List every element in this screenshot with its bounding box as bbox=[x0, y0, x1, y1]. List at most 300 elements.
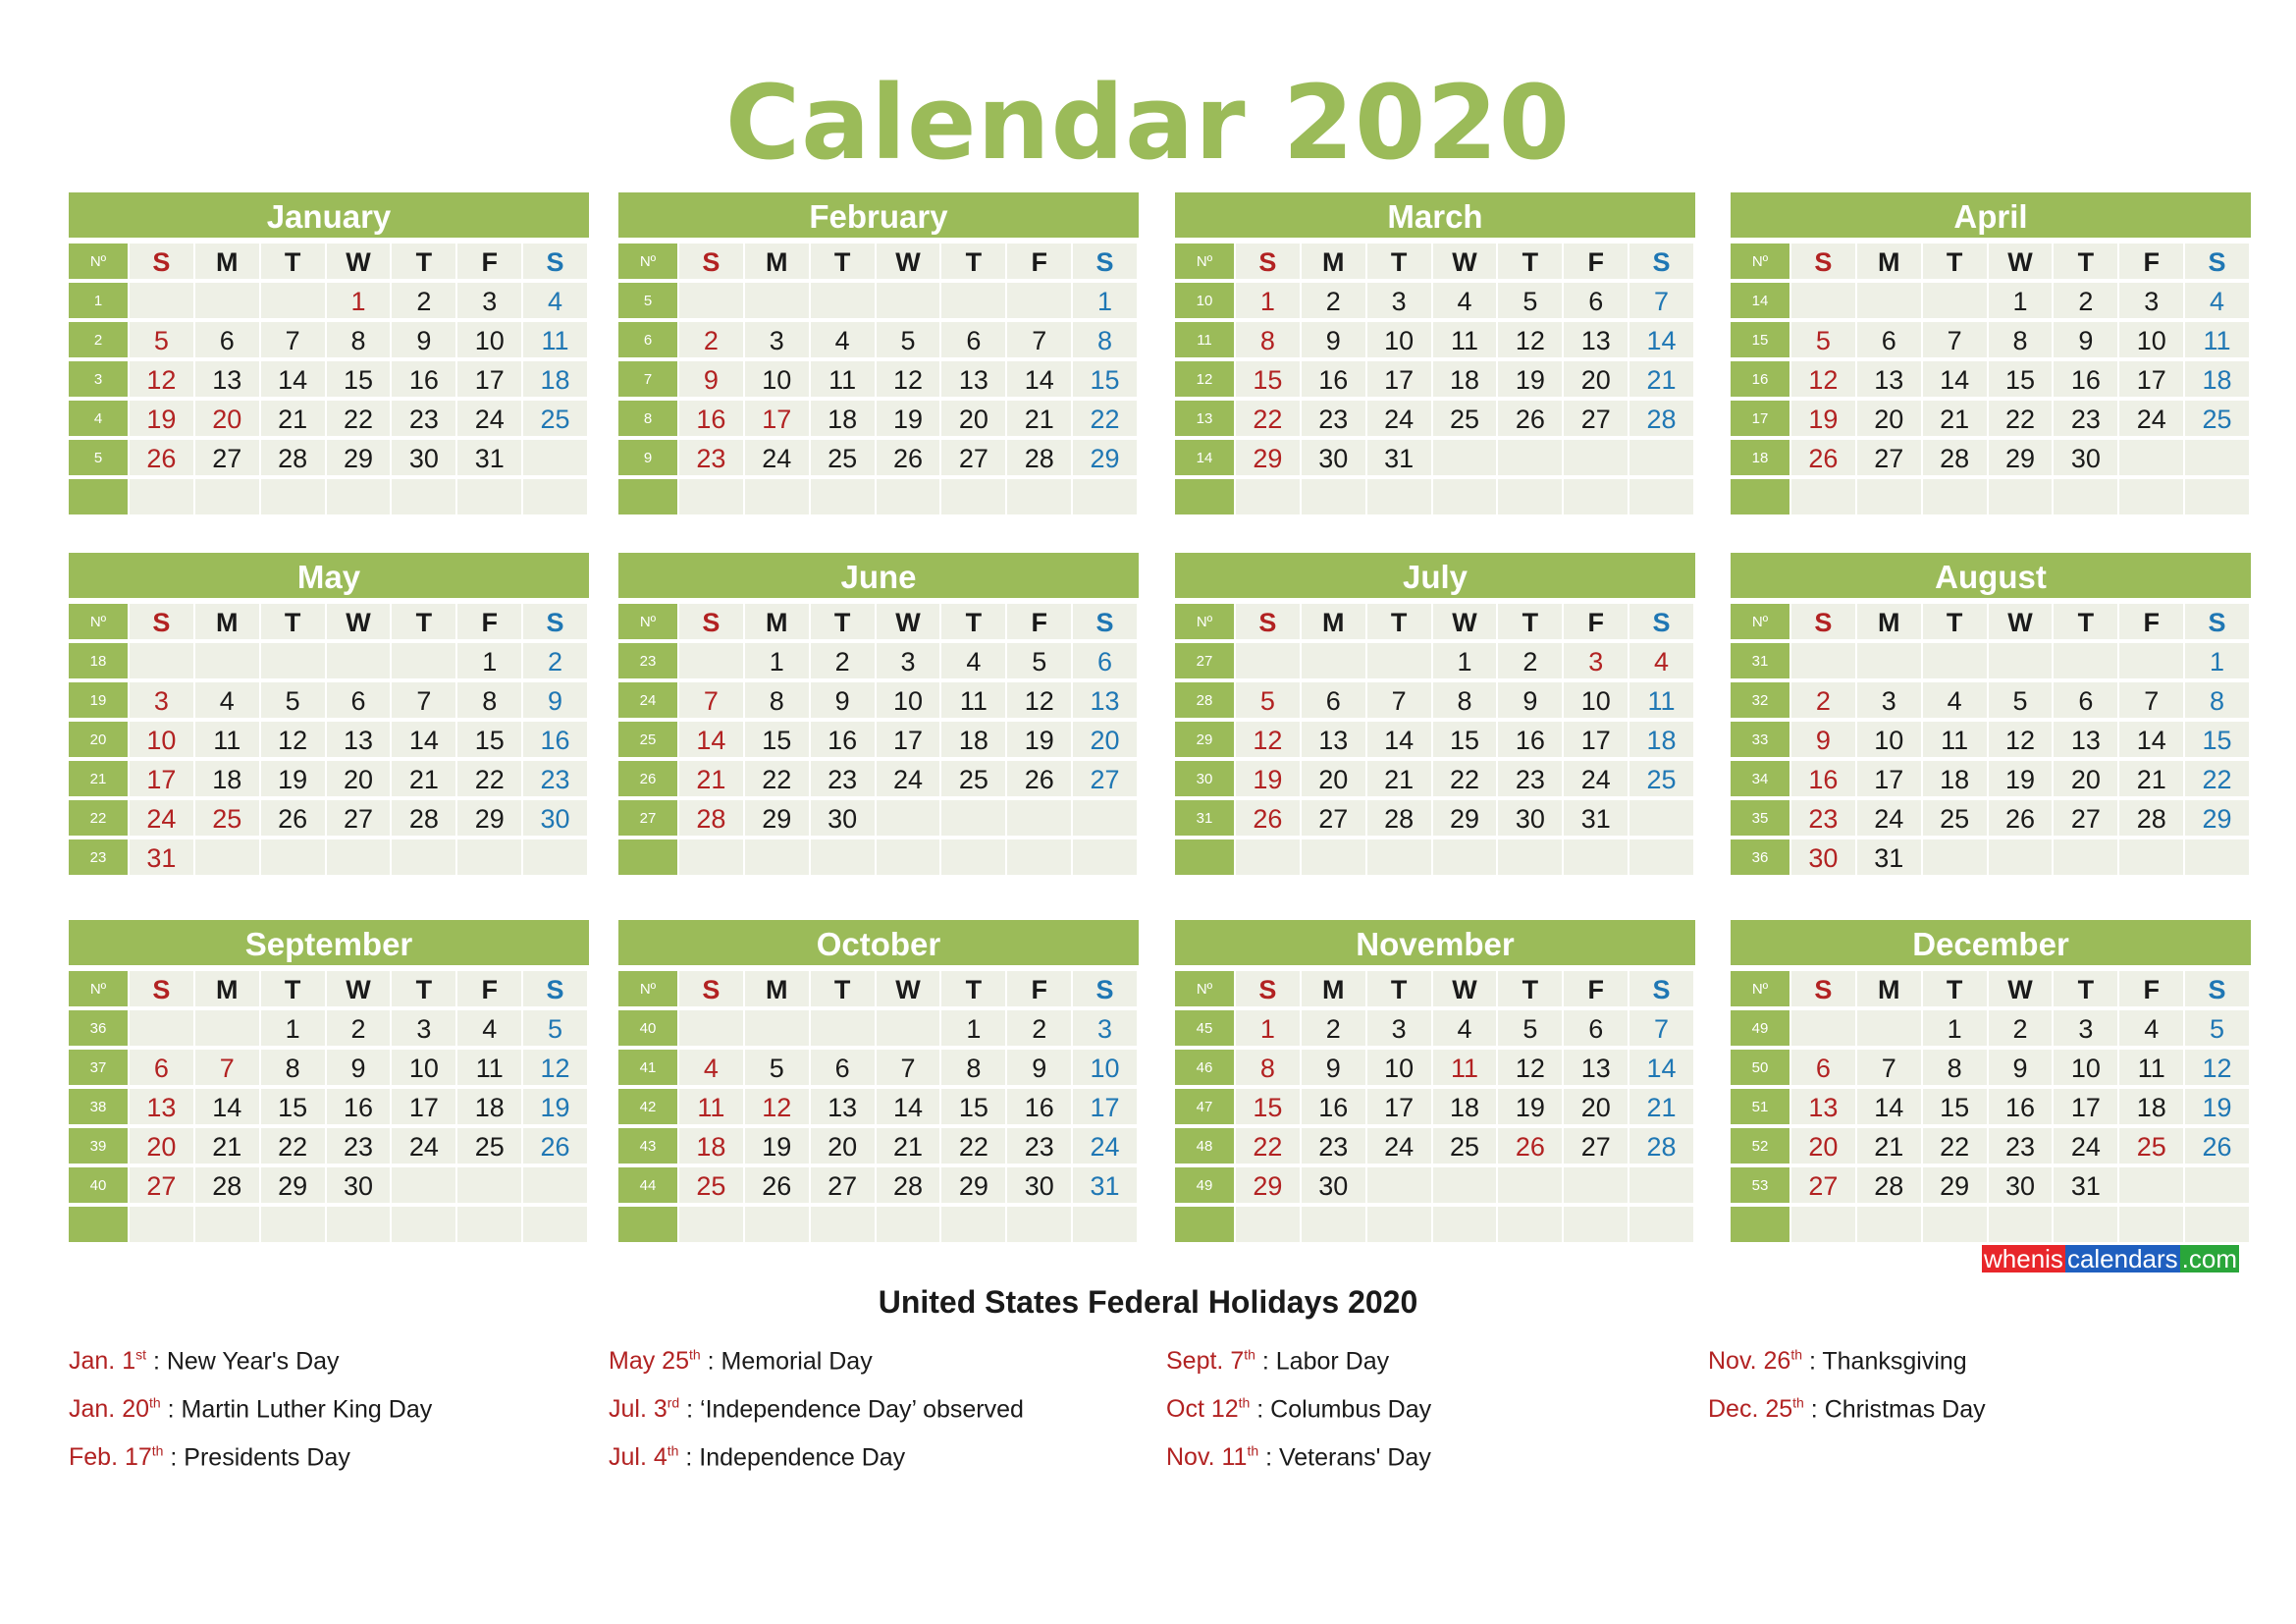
day-cell: 17 bbox=[745, 401, 809, 436]
day-cell: 15 bbox=[2185, 722, 2249, 757]
holiday-column bbox=[1708, 1340, 2218, 1436]
empty-day-cell bbox=[1236, 839, 1300, 875]
empty-day-cell bbox=[2054, 839, 2117, 875]
holiday-item bbox=[69, 1340, 579, 1388]
week-number: 18 bbox=[69, 643, 128, 678]
week-number bbox=[1175, 479, 1234, 514]
day-cell: 14 bbox=[1629, 1050, 1693, 1085]
empty-day-cell bbox=[1564, 839, 1628, 875]
empty-day-cell bbox=[1564, 440, 1628, 475]
weekday-header: M bbox=[745, 971, 809, 1006]
day-cell: 21 bbox=[1367, 761, 1431, 796]
empty-day-cell bbox=[1857, 283, 1921, 318]
week-number: 8 bbox=[618, 401, 677, 436]
day-cell: 5 bbox=[745, 1050, 809, 1085]
day-cell: 15 bbox=[1236, 1089, 1300, 1124]
day-cell: 10 bbox=[1073, 1050, 1137, 1085]
day-cell: 12 bbox=[745, 1089, 809, 1124]
day-cell: 3 bbox=[130, 682, 193, 718]
day-cell: 22 bbox=[1923, 1128, 1987, 1164]
day-cell: 21 bbox=[1629, 1089, 1693, 1124]
day-cell: 30 bbox=[1302, 440, 1365, 475]
holiday-item bbox=[609, 1340, 1119, 1388]
weekday-header: T bbox=[2054, 604, 2117, 639]
week-number: 27 bbox=[618, 800, 677, 836]
empty-day-cell bbox=[1433, 839, 1497, 875]
week-number bbox=[1731, 479, 1789, 514]
day-cell: 3 bbox=[745, 322, 809, 357]
week-number bbox=[618, 479, 677, 514]
holiday-name: : Labor Day bbox=[1255, 1347, 1390, 1376]
day-cell: 29 bbox=[1073, 440, 1137, 475]
empty-day-cell bbox=[130, 643, 193, 678]
month-april bbox=[1731, 192, 2251, 518]
empty-day-cell bbox=[2119, 1207, 2183, 1242]
week-number: 31 bbox=[1731, 643, 1789, 678]
day-cell: 2 bbox=[2054, 283, 2117, 318]
week-number-header: Nº bbox=[69, 244, 128, 279]
day-cell: 20 bbox=[811, 1128, 875, 1164]
empty-day-cell bbox=[877, 283, 940, 318]
day-cell: 9 bbox=[1007, 1050, 1071, 1085]
day-cell: 24 bbox=[1857, 800, 1921, 836]
day-cell: 26 bbox=[523, 1128, 587, 1164]
holiday-column bbox=[69, 1340, 579, 1485]
day-cell: 29 bbox=[745, 800, 809, 836]
day-cell: 22 bbox=[1989, 401, 2053, 436]
day-cell: 3 bbox=[1367, 1010, 1431, 1046]
weekday-header: T bbox=[2054, 971, 2117, 1006]
holiday-name: : Presidents Day bbox=[163, 1443, 350, 1472]
day-cell: 2 bbox=[1007, 1010, 1071, 1046]
holiday-item bbox=[1166, 1340, 1677, 1388]
empty-day-cell bbox=[2185, 479, 2249, 514]
day-cell: 10 bbox=[877, 682, 940, 718]
empty-day-cell bbox=[523, 479, 587, 514]
day-cell: 13 bbox=[1302, 722, 1365, 757]
empty-day-cell bbox=[1007, 839, 1071, 875]
day-cell: 10 bbox=[2119, 322, 2183, 357]
day-cell: 31 bbox=[1073, 1167, 1137, 1203]
day-cell: 8 bbox=[327, 322, 391, 357]
day-cell: 7 bbox=[1857, 1050, 1921, 1085]
week-number bbox=[618, 1207, 677, 1242]
day-cell: 13 bbox=[1791, 1089, 1855, 1124]
empty-day-cell bbox=[392, 1207, 455, 1242]
day-cell: 29 bbox=[941, 1167, 1005, 1203]
day-cell: 27 bbox=[1791, 1167, 1855, 1203]
day-cell: 18 bbox=[2119, 1089, 2183, 1124]
empty-day-cell bbox=[2185, 440, 2249, 475]
day-cell: 27 bbox=[1302, 800, 1365, 836]
empty-day-cell bbox=[877, 1010, 940, 1046]
holiday-date: Oct 12th bbox=[1166, 1395, 1251, 1424]
day-cell: 20 bbox=[327, 761, 391, 796]
day-cell: 5 bbox=[1007, 643, 1071, 678]
empty-day-cell bbox=[1073, 800, 1137, 836]
empty-day-cell bbox=[745, 1207, 809, 1242]
week-number: 26 bbox=[618, 761, 677, 796]
day-cell: 9 bbox=[2054, 322, 2117, 357]
day-cell: 23 bbox=[523, 761, 587, 796]
day-cell: 29 bbox=[1989, 440, 2053, 475]
day-cell: 10 bbox=[1367, 322, 1431, 357]
day-cell: 22 bbox=[745, 761, 809, 796]
day-cell: 22 bbox=[1073, 401, 1137, 436]
day-cell: 17 bbox=[1857, 761, 1921, 796]
day-cell: 22 bbox=[1236, 401, 1300, 436]
empty-day-cell bbox=[877, 1207, 940, 1242]
week-number: 37 bbox=[69, 1050, 128, 1085]
empty-day-cell bbox=[2119, 479, 2183, 514]
day-cell: 25 bbox=[811, 440, 875, 475]
day-cell: 12 bbox=[1989, 722, 2053, 757]
day-cell: 3 bbox=[1367, 283, 1431, 318]
weekday-header: F bbox=[457, 971, 521, 1006]
empty-day-cell bbox=[1923, 1207, 1987, 1242]
week-number-header: Nº bbox=[1175, 244, 1234, 279]
weekday-header: M bbox=[1302, 971, 1365, 1006]
week-number: 10 bbox=[1175, 283, 1234, 318]
day-cell: 24 bbox=[2119, 401, 2183, 436]
weekday-header: W bbox=[327, 604, 391, 639]
week-number: 34 bbox=[1731, 761, 1789, 796]
day-cell: 1 bbox=[1989, 283, 2053, 318]
week-number: 21 bbox=[69, 761, 128, 796]
day-cell: 20 bbox=[1564, 361, 1628, 397]
day-cell: 12 bbox=[1498, 322, 1562, 357]
day-cell: 19 bbox=[1791, 401, 1855, 436]
day-cell: 4 bbox=[2119, 1010, 2183, 1046]
day-cell: 4 bbox=[2185, 283, 2249, 318]
weekday-header: W bbox=[1989, 244, 2053, 279]
day-cell: 23 bbox=[1302, 1128, 1365, 1164]
week-number bbox=[1175, 839, 1234, 875]
day-cell: 19 bbox=[1007, 722, 1071, 757]
day-cell: 30 bbox=[1007, 1167, 1071, 1203]
week-number: 23 bbox=[618, 643, 677, 678]
day-cell: 28 bbox=[1367, 800, 1431, 836]
holiday-name: : Memorial Day bbox=[700, 1347, 873, 1376]
day-cell: 29 bbox=[2185, 800, 2249, 836]
day-cell: 12 bbox=[1498, 1050, 1562, 1085]
holiday-name: : Independence Day bbox=[678, 1443, 906, 1472]
empty-day-cell bbox=[1923, 643, 1987, 678]
week-number bbox=[69, 479, 128, 514]
day-cell: 5 bbox=[1791, 322, 1855, 357]
week-number: 1 bbox=[69, 283, 128, 318]
day-cell: 11 bbox=[2185, 322, 2249, 357]
day-cell: 6 bbox=[941, 322, 1005, 357]
day-cell: 24 bbox=[877, 761, 940, 796]
day-cell: 20 bbox=[1564, 1089, 1628, 1124]
holiday-date: May 25th bbox=[609, 1347, 701, 1376]
day-cell: 1 bbox=[1433, 643, 1497, 678]
day-cell: 14 bbox=[261, 361, 325, 397]
weekday-header: F bbox=[457, 604, 521, 639]
weekday-header: W bbox=[1989, 971, 2053, 1006]
day-cell: 28 bbox=[195, 1167, 259, 1203]
day-cell: 17 bbox=[392, 1089, 455, 1124]
weekday-header: T bbox=[811, 971, 875, 1006]
watermark-logo[interactable] bbox=[1982, 1245, 2239, 1272]
empty-day-cell bbox=[327, 643, 391, 678]
day-cell: 1 bbox=[1236, 283, 1300, 318]
day-cell: 30 bbox=[1302, 1167, 1365, 1203]
month-name: June bbox=[618, 553, 1139, 598]
weekday-header: F bbox=[1007, 971, 1071, 1006]
day-cell: 26 bbox=[1498, 401, 1562, 436]
weekday-header: W bbox=[877, 244, 940, 279]
day-cell: 23 bbox=[811, 761, 875, 796]
empty-day-cell bbox=[261, 1207, 325, 1242]
weekday-header: T bbox=[941, 971, 1005, 1006]
empty-day-cell bbox=[1629, 839, 1693, 875]
month-days-grid bbox=[69, 244, 589, 518]
empty-day-cell bbox=[1629, 1207, 1693, 1242]
empty-day-cell bbox=[941, 839, 1005, 875]
empty-day-cell bbox=[1302, 839, 1365, 875]
day-cell: 5 bbox=[1236, 682, 1300, 718]
day-cell: 27 bbox=[1073, 761, 1137, 796]
day-cell: 27 bbox=[195, 440, 259, 475]
month-june bbox=[618, 553, 1139, 879]
weekday-header: S bbox=[679, 971, 743, 1006]
day-cell: 5 bbox=[1498, 283, 1562, 318]
day-cell: 2 bbox=[523, 643, 587, 678]
day-cell: 5 bbox=[1989, 682, 2053, 718]
day-cell: 23 bbox=[1302, 401, 1365, 436]
day-cell: 3 bbox=[1857, 682, 1921, 718]
month-january bbox=[69, 192, 589, 518]
day-cell: 6 bbox=[327, 682, 391, 718]
weekday-header: M bbox=[1857, 971, 1921, 1006]
weekday-header: T bbox=[1367, 244, 1431, 279]
day-cell: 24 bbox=[1073, 1128, 1137, 1164]
day-cell: 31 bbox=[457, 440, 521, 475]
empty-day-cell bbox=[1498, 479, 1562, 514]
day-cell: 18 bbox=[1433, 361, 1497, 397]
day-cell: 17 bbox=[1367, 1089, 1431, 1124]
day-cell: 11 bbox=[679, 1089, 743, 1124]
day-cell: 31 bbox=[2054, 1167, 2117, 1203]
weekday-header: T bbox=[392, 244, 455, 279]
empty-day-cell bbox=[2119, 440, 2183, 475]
day-cell: 12 bbox=[130, 361, 193, 397]
month-september bbox=[69, 920, 589, 1246]
day-cell: 25 bbox=[1629, 761, 1693, 796]
day-cell: 16 bbox=[1791, 761, 1855, 796]
week-number: 47 bbox=[1175, 1089, 1234, 1124]
day-cell: 7 bbox=[877, 1050, 940, 1085]
day-cell: 24 bbox=[2054, 1128, 2117, 1164]
empty-day-cell bbox=[392, 839, 455, 875]
day-cell: 14 bbox=[1367, 722, 1431, 757]
day-cell: 16 bbox=[1989, 1089, 2053, 1124]
day-cell: 28 bbox=[261, 440, 325, 475]
empty-day-cell bbox=[1302, 643, 1365, 678]
weekday-header: S bbox=[1791, 244, 1855, 279]
holiday-item bbox=[1708, 1388, 2218, 1436]
empty-day-cell bbox=[745, 1010, 809, 1046]
empty-day-cell bbox=[523, 1167, 587, 1203]
week-number: 33 bbox=[1731, 722, 1789, 757]
day-cell: 3 bbox=[2119, 283, 2183, 318]
empty-day-cell bbox=[679, 1010, 743, 1046]
day-cell: 14 bbox=[1629, 322, 1693, 357]
weekday-header: T bbox=[261, 244, 325, 279]
weekday-header: M bbox=[1302, 244, 1365, 279]
empty-day-cell bbox=[941, 283, 1005, 318]
week-number: 23 bbox=[69, 839, 128, 875]
weekday-header: T bbox=[1923, 604, 1987, 639]
day-cell: 2 bbox=[1791, 682, 1855, 718]
weekday-header: W bbox=[327, 971, 391, 1006]
holiday-item bbox=[1708, 1340, 2218, 1388]
month-february bbox=[618, 192, 1139, 518]
empty-day-cell bbox=[523, 1207, 587, 1242]
empty-day-cell bbox=[1236, 1207, 1300, 1242]
weekday-header: M bbox=[745, 604, 809, 639]
weekday-header: S bbox=[1073, 244, 1137, 279]
week-number-header: Nº bbox=[618, 244, 677, 279]
day-cell: 16 bbox=[1302, 361, 1365, 397]
day-cell: 24 bbox=[1564, 761, 1628, 796]
week-number: 24 bbox=[618, 682, 677, 718]
empty-day-cell bbox=[679, 1207, 743, 1242]
week-number-header: Nº bbox=[618, 604, 677, 639]
day-cell: 23 bbox=[327, 1128, 391, 1164]
weekday-header: F bbox=[2119, 244, 2183, 279]
day-cell: 18 bbox=[811, 401, 875, 436]
day-cell: 6 bbox=[1302, 682, 1365, 718]
day-cell: 18 bbox=[1433, 1089, 1497, 1124]
week-number: 19 bbox=[69, 682, 128, 718]
week-number: 40 bbox=[69, 1167, 128, 1203]
day-cell: 11 bbox=[195, 722, 259, 757]
week-number-header: Nº bbox=[1731, 604, 1789, 639]
day-cell: 15 bbox=[1073, 361, 1137, 397]
day-cell: 17 bbox=[130, 761, 193, 796]
empty-day-cell bbox=[195, 479, 259, 514]
week-number: 49 bbox=[1175, 1167, 1234, 1203]
day-cell: 16 bbox=[679, 401, 743, 436]
weekday-header: M bbox=[745, 244, 809, 279]
week-number: 50 bbox=[1731, 1050, 1789, 1085]
day-cell: 8 bbox=[1989, 322, 2053, 357]
day-cell: 26 bbox=[261, 800, 325, 836]
day-cell: 11 bbox=[1629, 682, 1693, 718]
weekday-header: S bbox=[1236, 244, 1300, 279]
week-number: 32 bbox=[1731, 682, 1789, 718]
holiday-name: : Thanksgiving bbox=[1802, 1347, 1967, 1376]
day-cell: 17 bbox=[1367, 361, 1431, 397]
day-cell: 4 bbox=[811, 322, 875, 357]
empty-day-cell bbox=[1367, 643, 1431, 678]
holiday-date: Jan. 20th bbox=[69, 1395, 161, 1424]
holiday-item bbox=[609, 1436, 1119, 1485]
day-cell: 30 bbox=[811, 800, 875, 836]
day-cell: 27 bbox=[1857, 440, 1921, 475]
day-cell: 26 bbox=[1498, 1128, 1562, 1164]
day-cell: 25 bbox=[457, 1128, 521, 1164]
day-cell: 15 bbox=[457, 722, 521, 757]
week-number-header: Nº bbox=[1731, 971, 1789, 1006]
week-number: 45 bbox=[1175, 1010, 1234, 1046]
empty-day-cell bbox=[745, 839, 809, 875]
week-number: 13 bbox=[1175, 401, 1234, 436]
day-cell: 14 bbox=[392, 722, 455, 757]
week-number: 5 bbox=[618, 283, 677, 318]
day-cell: 19 bbox=[130, 401, 193, 436]
day-cell: 20 bbox=[130, 1128, 193, 1164]
day-cell: 26 bbox=[1791, 440, 1855, 475]
weekday-header: F bbox=[1564, 971, 1628, 1006]
empty-day-cell bbox=[1989, 839, 2053, 875]
month-name: November bbox=[1175, 920, 1695, 965]
empty-day-cell bbox=[811, 479, 875, 514]
day-cell: 7 bbox=[261, 322, 325, 357]
day-cell: 24 bbox=[392, 1128, 455, 1164]
week-number: 7 bbox=[618, 361, 677, 397]
week-number: 35 bbox=[1731, 800, 1789, 836]
day-cell: 24 bbox=[1367, 1128, 1431, 1164]
day-cell: 4 bbox=[1433, 283, 1497, 318]
day-cell: 20 bbox=[1857, 401, 1921, 436]
empty-day-cell bbox=[679, 283, 743, 318]
day-cell: 14 bbox=[2119, 722, 2183, 757]
holiday-date: Jul. 3rd bbox=[609, 1395, 680, 1424]
empty-day-cell bbox=[941, 1207, 1005, 1242]
day-cell: 16 bbox=[327, 1089, 391, 1124]
month-name: May bbox=[69, 553, 589, 598]
month-name: March bbox=[1175, 192, 1695, 238]
day-cell: 26 bbox=[1007, 761, 1071, 796]
week-number: 22 bbox=[69, 800, 128, 836]
day-cell: 28 bbox=[1007, 440, 1071, 475]
month-days-grid bbox=[69, 971, 589, 1246]
day-cell: 7 bbox=[1629, 283, 1693, 318]
empty-day-cell bbox=[195, 1207, 259, 1242]
holiday-column bbox=[1166, 1340, 1677, 1485]
empty-day-cell bbox=[327, 839, 391, 875]
day-cell: 4 bbox=[679, 1050, 743, 1085]
day-cell: 6 bbox=[195, 322, 259, 357]
empty-day-cell bbox=[2185, 1167, 2249, 1203]
day-cell: 21 bbox=[261, 401, 325, 436]
weekday-header: S bbox=[1236, 604, 1300, 639]
empty-day-cell bbox=[811, 1010, 875, 1046]
week-number: 29 bbox=[1175, 722, 1234, 757]
empty-day-cell bbox=[877, 479, 940, 514]
week-number-header: Nº bbox=[1175, 604, 1234, 639]
day-cell: 28 bbox=[877, 1167, 940, 1203]
day-cell: 7 bbox=[2119, 682, 2183, 718]
day-cell: 8 bbox=[745, 682, 809, 718]
day-cell: 20 bbox=[1791, 1128, 1855, 1164]
day-cell: 16 bbox=[392, 361, 455, 397]
empty-day-cell bbox=[1564, 479, 1628, 514]
month-days-grid bbox=[618, 604, 1139, 879]
holiday-item bbox=[69, 1436, 579, 1485]
empty-day-cell bbox=[523, 839, 587, 875]
day-cell: 23 bbox=[2054, 401, 2117, 436]
weekday-header: T bbox=[1367, 971, 1431, 1006]
month-december bbox=[1731, 920, 2251, 1246]
month-october bbox=[618, 920, 1139, 1246]
weekday-header: F bbox=[457, 244, 521, 279]
day-cell: 19 bbox=[1498, 1089, 1562, 1124]
